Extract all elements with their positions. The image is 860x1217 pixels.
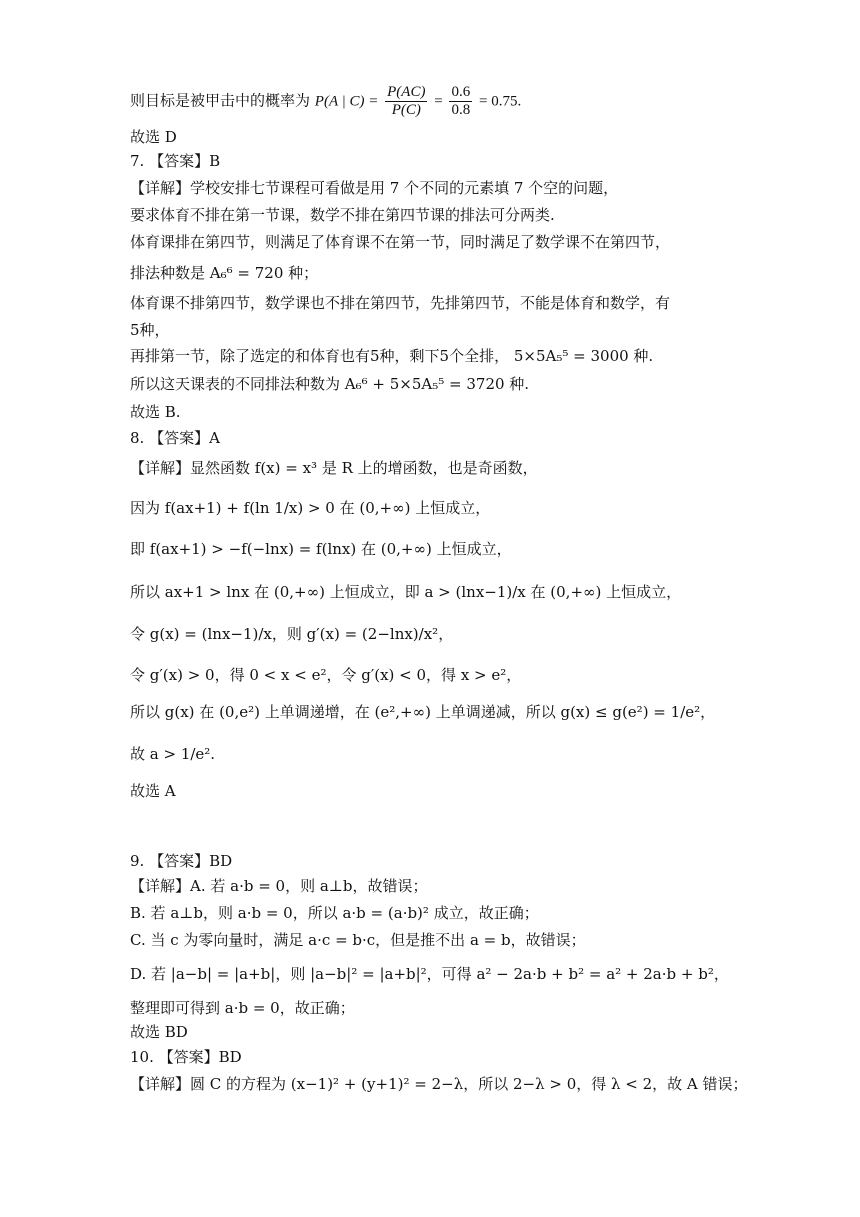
text-line: 【详解】显然函数 f(x) = x³ 是 R 上的增函数，也是奇函数， bbox=[130, 459, 538, 477]
text-line: 所以 g(x) 在 (0,e²) 上单调递增，在 (e²,+∞) 上单调递减，所以 g(x) ≤ g(e²) = 1/e²， bbox=[130, 703, 716, 721]
text-line: 体育课排在第四节，则满足了体育课不在第一节，同时满足了数学课不在第四节， bbox=[130, 233, 671, 251]
text-line: 【详解】圆 C 的方程为 (x−1)² + (y+1)² = 2−λ，所以 2−λ > 0，得 λ < 2，故 A 错误； bbox=[130, 1075, 748, 1093]
question-answer: 7. 【答案】B bbox=[130, 152, 221, 170]
text-line: 故选 BD bbox=[130, 1023, 188, 1041]
question-answer: 10. 【答案】BD bbox=[130, 1048, 242, 1066]
formula-fraction: $\frac{0.6}{0.8}$ bbox=[451, 84, 471, 118]
text-line: 【详解】学校安排七节课程可看做是用 7 个不同的元素填 7 个空的问题， bbox=[130, 179, 619, 197]
question-answer: 9. 【答案】BD bbox=[130, 852, 233, 870]
text-line: 5种， bbox=[130, 321, 170, 339]
text-line: 故选 D bbox=[130, 128, 177, 146]
text-line: C. 当 c 为零向量时，满足 a·c = b·c，但是推不出 a = b，故错误； bbox=[130, 931, 586, 949]
text-line: 故选 B. bbox=[130, 403, 181, 421]
text-line: 排法种数是 A₆⁶ = 720 种； bbox=[130, 264, 319, 282]
text-line: 因为 f(ax+1) + f(ln 1/x) > 0 在 (0,+∞) 上恒成立， bbox=[130, 499, 491, 517]
text-line: 整理即可得到 a·b = 0，故正确； bbox=[130, 999, 355, 1017]
formula-fraction: $\frac{P(AC)}{P(C)}$ bbox=[387, 84, 426, 118]
text-line: 所以这天课表的不同排法种数为 A₆⁶ + 5×5A₅⁵ = 3720 种. bbox=[130, 375, 530, 393]
text-line: 再排第一节，除了选定的和体育也有5种，剩下5个全排， 5×5A₅⁵ = 3000 种. bbox=[130, 347, 654, 365]
text-line: 故选 A bbox=[130, 782, 176, 800]
text-line: 则目标是被甲击中的概率为 P(A | C) = $\frac{P(AC)}{P(C)}$ = $\frac{0.6}{0.8}$ = 0.75. bbox=[130, 84, 522, 118]
text-line: 故 a > 1/e². bbox=[130, 745, 216, 763]
text-line: 即 f(ax+1) > −f(−lnx) = f(lnx) 在 (0,+∞) 上恒成立， bbox=[130, 540, 512, 558]
text-line: 体育课不排第四节，数学课也不排在第四节，先排第四节，不能是体育和数学，有 bbox=[130, 294, 671, 312]
question-answer: 8. 【答案】A bbox=[130, 429, 220, 447]
formula: P(A | C) = bbox=[314, 93, 379, 110]
text-line: 令 g′(x) > 0，得 0 < x < e²，令 g′(x) < 0，得 x > e²， bbox=[130, 666, 522, 684]
text-line: 【详解】A. 若 a·b = 0，则 a⊥b，故错误； bbox=[130, 877, 428, 895]
text-line: 要求体育不排在第一节课，数学不排在第四节课的排法可分两类. bbox=[130, 206, 555, 224]
text-line: B. 若 a⊥b，则 a·b = 0，所以 a·b = (a·b)² 成立，故正确； bbox=[130, 904, 539, 922]
text-line: 令 g(x) = (lnx−1)/x，则 g′(x) = (2−lnx)/x²， bbox=[130, 625, 454, 643]
text-line: D. 若 |a−b| = |a+b|，则 |a−b|² = |a+b|²，可得 a² − 2a·b + b² = a² + 2a·b + b²， bbox=[130, 965, 729, 983]
text-line: 所以 ax+1 > lnx 在 (0,+∞) 上恒成立，即 a > (lnx−1)/x 在 (0,+∞) 上恒成立， bbox=[130, 583, 682, 601]
